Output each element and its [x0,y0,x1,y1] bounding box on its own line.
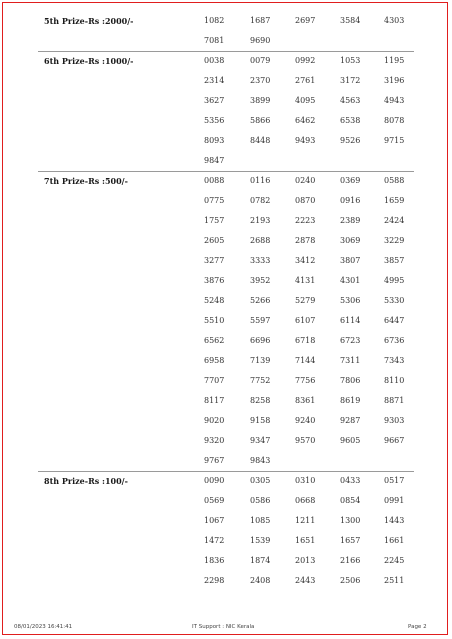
ticket-number: 1443 [384,516,405,525]
ticket-number: 0090 [204,476,225,485]
ticket-number: 0369 [340,176,361,185]
number-row [0,250,452,270]
ticket-number: 2506 [340,576,361,585]
ticket-number: 7081 [204,36,225,45]
ticket-number: 2245 [384,556,405,565]
ticket-number: 1539 [250,536,271,545]
footer-timestamp: 08/01/2023 16:41:41 [14,624,73,630]
ticket-number: 1211 [295,516,316,525]
ticket-number: 2193 [250,216,271,225]
ticket-number: 3876 [204,276,225,285]
ticket-number: 4943 [384,96,405,105]
ticket-number: 4131 [295,276,316,285]
ticket-number: 9605 [340,436,361,445]
ticket-number: 2443 [295,576,316,585]
number-row [0,30,452,50]
ticket-number: 1053 [340,56,361,65]
ticket-number: 0854 [340,496,361,505]
ticket-number: 1300 [340,516,361,525]
number-row [0,70,452,90]
ticket-number: 0569 [204,496,225,505]
number-row [0,410,452,430]
ticket-number: 6723 [340,336,361,345]
ticket-number: 5279 [295,296,316,305]
ticket-number: 0079 [250,56,271,65]
ticket-number: 2166 [340,556,361,565]
prize-section [0,170,452,470]
ticket-number: 9526 [340,136,361,145]
ticket-number: 9767 [204,456,225,465]
ticket-number: 0517 [384,476,405,485]
ticket-number: 0992 [295,56,316,65]
ticket-number: 6538 [340,116,361,125]
ticket-number: 1651 [295,536,316,545]
ticket-number: 3899 [250,96,271,105]
number-row [0,530,452,550]
ticket-number: 0991 [384,496,405,505]
ticket-number: 4095 [295,96,316,105]
ticket-number: 5866 [250,116,271,125]
ticket-number: 2223 [295,216,316,225]
section-divider [38,51,414,52]
number-row [0,270,452,290]
ticket-number: 5356 [204,116,225,125]
ticket-number: 0240 [295,176,316,185]
ticket-number: 2424 [384,216,405,225]
ticket-number: 0782 [250,196,271,205]
ticket-number: 1874 [250,556,271,565]
ticket-number: 8258 [250,396,271,405]
ticket-number: 2314 [204,76,225,85]
number-row [0,350,452,370]
ticket-number: 9020 [204,416,225,425]
number-row [0,90,452,110]
prize-title: 8th Prize-Rs :100/- [44,476,128,486]
ticket-number: 2688 [250,236,271,245]
ticket-number: 1195 [384,56,405,65]
ticket-number: 6107 [295,316,316,325]
prize-section [0,470,452,590]
prize-list [0,10,452,590]
number-row [0,230,452,250]
ticket-number: 8078 [384,116,405,125]
number-row [0,390,452,410]
number-row [0,130,452,150]
ticket-number: 7806 [340,376,361,385]
ticket-number: 8619 [340,396,361,405]
ticket-number: 4301 [340,276,361,285]
ticket-number: 6462 [295,116,316,125]
ticket-number: 9240 [295,416,316,425]
prize-title: 5th Prize-Rs :2000/- [44,16,134,26]
ticket-number: 8448 [250,136,271,145]
ticket-number: 1472 [204,536,225,545]
ticket-number: 9158 [250,416,271,425]
ticket-number: 9715 [384,136,405,145]
ticket-number: 9347 [250,436,271,445]
number-row [0,330,452,350]
number-row [0,170,452,190]
ticket-number: 0775 [204,196,225,205]
ticket-number: 6114 [340,316,361,325]
ticket-number: 1085 [250,516,271,525]
ticket-number: 5597 [250,316,271,325]
ticket-number: 8871 [384,396,405,405]
ticket-number: 9843 [250,456,271,465]
ticket-number: 3277 [204,256,225,265]
ticket-number: 0433 [340,476,361,485]
ticket-number: 1661 [384,536,405,545]
ticket-number: 9493 [295,136,316,145]
ticket-number: 0310 [295,476,316,485]
number-row [0,310,452,330]
number-row [0,430,452,450]
number-row [0,150,452,170]
number-row [0,290,452,310]
ticket-number: 3952 [250,276,271,285]
ticket-number: 3196 [384,76,405,85]
ticket-number: 3857 [384,256,405,265]
ticket-number: 3627 [204,96,225,105]
ticket-number: 2511 [384,576,405,585]
ticket-number: 2761 [295,76,316,85]
ticket-number: 7311 [340,356,361,365]
number-row [0,490,452,510]
ticket-number: 7756 [295,376,316,385]
ticket-number: 6562 [204,336,225,345]
ticket-number: 4303 [384,16,405,25]
prize-section [0,50,452,170]
ticket-number: 1082 [204,16,225,25]
ticket-number: 7707 [204,376,225,385]
ticket-number: 3412 [295,256,316,265]
ticket-number: 6718 [295,336,316,345]
ticket-number: 9287 [340,416,361,425]
ticket-number: 8117 [204,396,225,405]
ticket-number: 7139 [250,356,271,365]
ticket-number: 8110 [384,376,405,385]
number-row [0,570,452,590]
ticket-number: 2370 [250,76,271,85]
ticket-number: 9303 [384,416,405,425]
number-row [0,470,452,490]
ticket-number: 3584 [340,16,361,25]
ticket-number: 6447 [384,316,405,325]
prize-title: 6th Prize-Rs :1000/- [44,56,134,66]
ticket-number: 2408 [250,576,271,585]
ticket-number: 2298 [204,576,225,585]
ticket-number: 7144 [295,356,316,365]
ticket-number: 5306 [340,296,361,305]
ticket-number: 5330 [384,296,405,305]
ticket-number: 0088 [204,176,225,185]
ticket-number: 6736 [384,336,405,345]
ticket-number: 0038 [204,56,225,65]
ticket-number: 0116 [250,176,271,185]
ticket-number: 9320 [204,436,225,445]
ticket-number: 1757 [204,216,225,225]
ticket-number: 3333 [250,256,271,265]
section-divider [38,171,414,172]
ticket-number: 2013 [295,556,316,565]
ticket-number: 8093 [204,136,225,145]
ticket-number: 0586 [250,496,271,505]
ticket-number: 7343 [384,356,405,365]
ticket-number: 2605 [204,236,225,245]
ticket-number: 1659 [384,196,405,205]
number-row [0,450,452,470]
number-row [0,10,452,30]
ticket-number: 1687 [250,16,271,25]
number-row [0,510,452,530]
page-footer [0,622,452,634]
ticket-number: 1067 [204,516,225,525]
number-row [0,110,452,130]
number-row [0,370,452,390]
ticket-number: 5266 [250,296,271,305]
ticket-number: 2389 [340,216,361,225]
ticket-number: 0588 [384,176,405,185]
ticket-number: 0305 [250,476,271,485]
ticket-number: 3807 [340,256,361,265]
ticket-number: 0668 [295,496,316,505]
ticket-number: 9667 [384,436,405,445]
ticket-number: 6696 [250,336,271,345]
ticket-number: 2878 [295,236,316,245]
ticket-number: 9690 [250,36,271,45]
ticket-number: 4563 [340,96,361,105]
ticket-number: 0870 [295,196,316,205]
number-row [0,210,452,230]
ticket-number: 4995 [384,276,405,285]
ticket-number: 8361 [295,396,316,405]
number-row [0,50,452,70]
prize-title: 7th Prize-Rs :500/- [44,176,128,186]
ticket-number: 6958 [204,356,225,365]
ticket-number: 7752 [250,376,271,385]
prize-section [0,10,452,50]
footer-page-number: Page 2 [408,624,427,630]
ticket-number: 2697 [295,16,316,25]
ticket-number: 3069 [340,236,361,245]
ticket-number: 5510 [204,316,225,325]
ticket-number: 1657 [340,536,361,545]
number-row [0,550,452,570]
number-row [0,190,452,210]
ticket-number: 3229 [384,236,405,245]
ticket-number: 9570 [295,436,316,445]
ticket-number: 1836 [204,556,225,565]
section-divider [38,471,414,472]
footer-support: IT Support : NIC Kerala [192,624,255,630]
ticket-number: 3172 [340,76,361,85]
ticket-number: 9847 [204,156,225,165]
ticket-number: 0916 [340,196,361,205]
ticket-number: 5248 [204,296,225,305]
